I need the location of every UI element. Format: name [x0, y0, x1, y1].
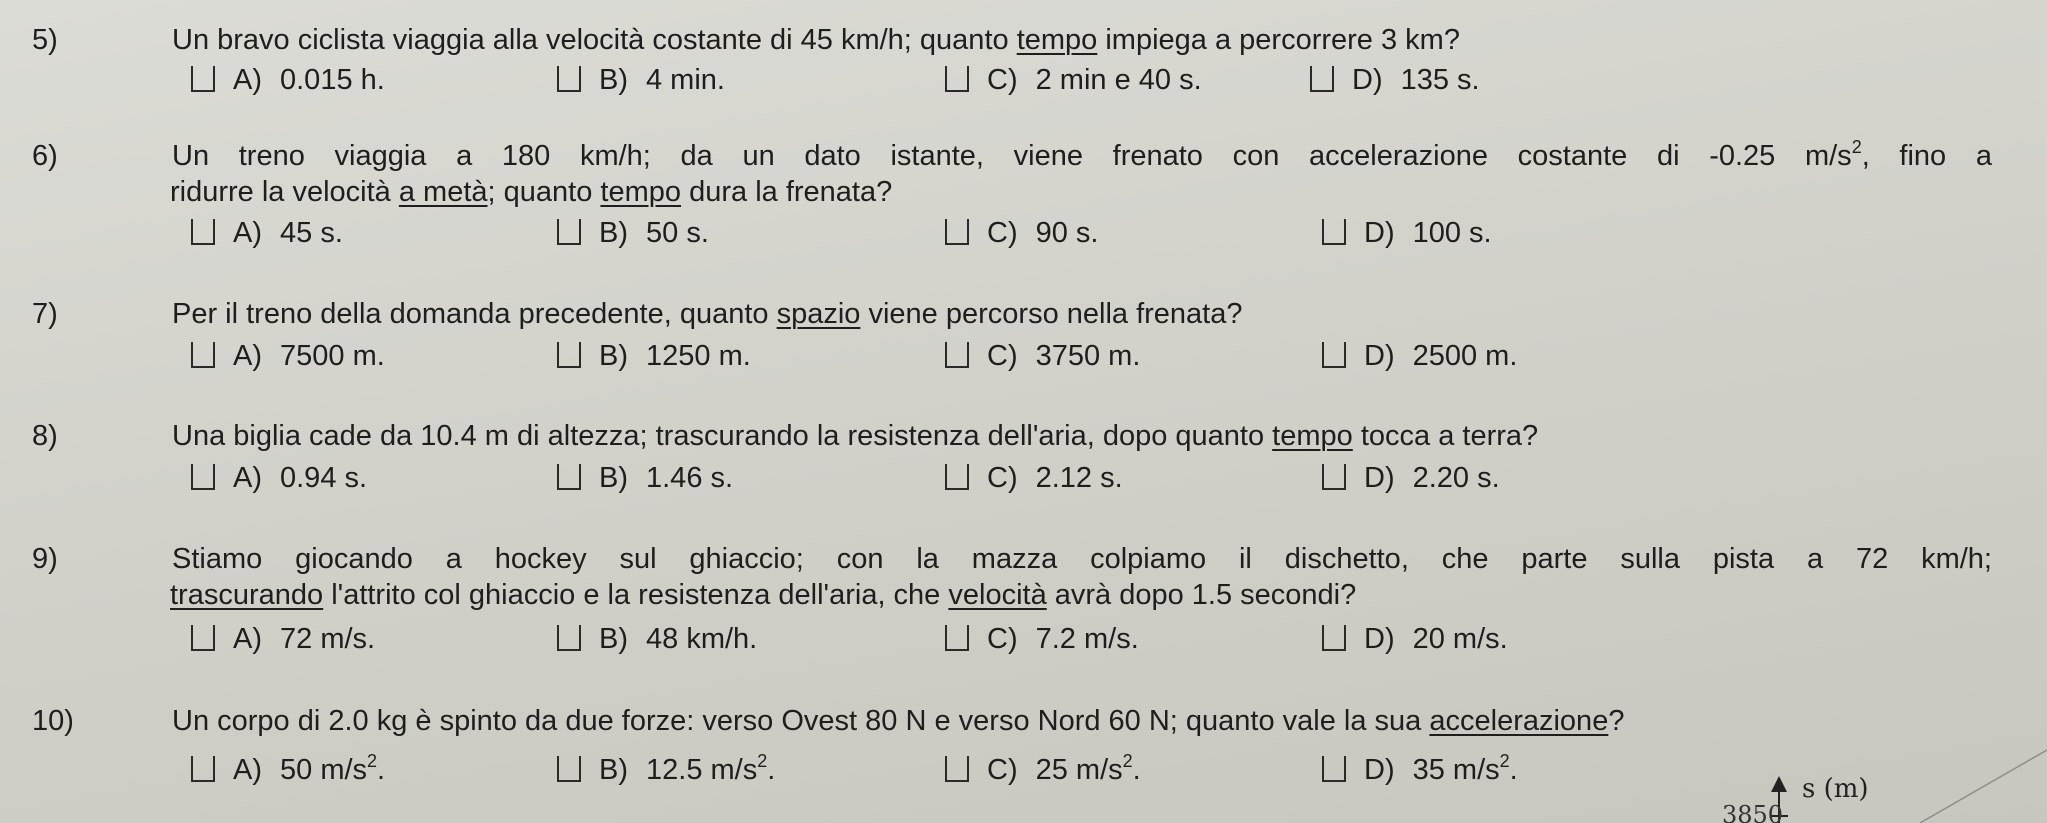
option-b[interactable]: B) 12.5 $m/s^2$.: [557, 752, 775, 788]
checkbox[interactable]: [557, 464, 581, 490]
checkbox[interactable]: [1322, 464, 1346, 490]
checkbox[interactable]: [945, 625, 969, 651]
checkbox[interactable]: [945, 464, 969, 490]
checkbox[interactable]: [1322, 756, 1346, 782]
question-text: Un corpo di 2.0 kg è spinto da due forze: verso Ovest 80 N e verso Nord 60 N; quanto vale la sua accelerazione?: [172, 705, 1625, 737]
option-d[interactable]: D) 2500 m.: [1322, 338, 1517, 374]
checkbox[interactable]: [1322, 625, 1346, 651]
option-b[interactable]: B) 4 min.: [557, 62, 725, 98]
y-axis-label: s (m): [1802, 774, 1869, 804]
checkbox[interactable]: [191, 756, 215, 782]
checkbox[interactable]: [557, 342, 581, 368]
checkbox[interactable]: [191, 464, 215, 490]
option-a[interactable]: A) 72 m/s.: [191, 621, 375, 657]
checkbox[interactable]: [191, 342, 215, 368]
option-c[interactable]: C) 2 min e 40 s.: [945, 62, 1202, 98]
option-b[interactable]: B) 1.46 s.: [557, 460, 733, 496]
question-number: 9): [32, 543, 58, 575]
y-axis-arrow-icon: [1771, 776, 1787, 792]
option-a[interactable]: A) 7500 m.: [191, 338, 385, 374]
checkbox[interactable]: [557, 756, 581, 782]
question-number: 5): [32, 24, 58, 56]
option-c[interactable]: C) 2.12 s.: [945, 460, 1123, 496]
checkbox[interactable]: [1322, 342, 1346, 368]
option-d[interactable]: D) 20 m/s.: [1322, 621, 1508, 657]
option-b[interactable]: B) 1250 m.: [557, 338, 751, 374]
checkbox[interactable]: [191, 66, 215, 92]
option-b[interactable]: B) 50 s.: [557, 215, 709, 251]
option-b[interactable]: B) 48 km/h.: [557, 621, 757, 657]
checkbox[interactable]: [557, 625, 581, 651]
option-a[interactable]: A) 45 s.: [191, 215, 343, 251]
checkbox[interactable]: [191, 625, 215, 651]
option-d[interactable]: D) 35 $m/s^2$.: [1322, 752, 1518, 788]
question-number: 10): [32, 705, 74, 737]
option-c[interactable]: C) 90 s.: [945, 215, 1098, 251]
question-number: 8): [32, 420, 58, 452]
question-number: 7): [32, 298, 58, 330]
pencil-line: [1920, 750, 2047, 823]
option-a[interactable]: A) 0.015 h.: [191, 62, 385, 98]
option-c[interactable]: C) 7.2 m/s.: [945, 621, 1139, 657]
question-text: Stiamo giocando a hockey sul ghiaccio; con la mazza colpiamo il dischetto, che parte sulla pista a 72 km/h; trascurando l'attrito col ghiaccio e la resistenza dell'aria, che velocità avrà dopo 1.5 secondi?: [170, 543, 1992, 611]
checkbox[interactable]: [557, 66, 581, 92]
option-d[interactable]: D) 135 s.: [1310, 62, 1480, 98]
y-tick-label: 3850: [1722, 801, 1784, 823]
question-text: Per il treno della domanda precedente, quanto spazio viene percorso nella frenata?: [172, 298, 1243, 330]
option-d[interactable]: D) 100 s.: [1322, 215, 1492, 251]
option-c[interactable]: C) 25 $m/s^2$.: [945, 752, 1141, 788]
option-a[interactable]: A) 0.94 s.: [191, 460, 367, 496]
checkbox[interactable]: [557, 219, 581, 245]
checkbox[interactable]: [945, 219, 969, 245]
option-a[interactable]: A) 50 $m/s^2$.: [191, 752, 385, 788]
checkbox[interactable]: [1322, 219, 1346, 245]
question-text: Una biglia cade da 10.4 m di altezza; trascurando la resistenza dell'aria, dopo quanto tempo tocca a terra?: [172, 420, 1539, 452]
option-c[interactable]: C) 3750 m.: [945, 338, 1140, 374]
checkbox[interactable]: [945, 756, 969, 782]
question-number: 6): [32, 140, 58, 172]
option-d[interactable]: D) 2.20 s.: [1322, 460, 1500, 496]
checkbox[interactable]: [945, 342, 969, 368]
checkbox[interactable]: [945, 66, 969, 92]
checkbox[interactable]: [191, 219, 215, 245]
checkbox[interactable]: [1310, 66, 1334, 92]
question-text: Un treno viaggia a 180 km/h; da un dato istante, viene frenato con accelerazione costante di -0.25 $m/s^2$, fino a ridurre la velocità a metà; quanto tempo dura la frenata?: [170, 137, 1992, 208]
question-text: Un bravo ciclista viaggia alla velocità costante di 45 km/h; quanto tempo impiega a percorrere 3 km?: [172, 24, 1460, 56]
